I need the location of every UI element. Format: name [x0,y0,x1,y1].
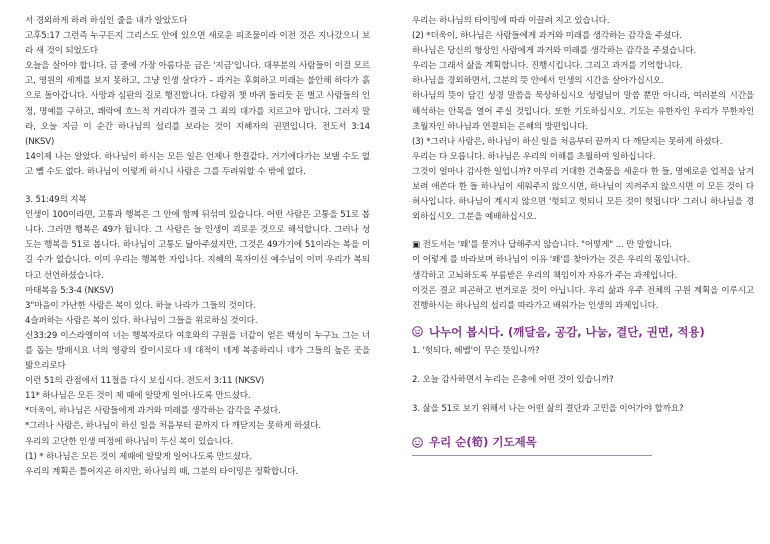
paragraph: (3) *그러나 사람은, 하나님이 하신 일을 처음부터 끝까지 다 깨닫지는 못하게 하셨다. [412,136,723,147]
share-section-heading [412,323,754,341]
left-column [25,14,370,480]
paragraph: 오늘을 살아야 합니다. 금 중에 가장 아름다운 금은 '지금'입니다. 대부분의 사람들이 이걸 모르고, 영원의 세계를 보지 못하고, 그냥 인생 살다가 – 과거는 후회하고 미래는 불안해 하다가 흙으로 돌아갑니다. 사망과 심판의 길로 행진합니다. 다람쥐 챗 바퀴 돌리듯 돈 벌고 사람들의 인정, 명예를 구하고, 쾌락에 흐느적 거리다가 결국 그 죄의 대가를 치르고야 맙니다. 그러지 말라, 오늘 지금 이 순간 하나님의 섭리를 보라는 것이 지혜자의 권면입니다. 전도서 3:14 (NKSV) [25,61,370,147]
paragraph-note: ▣ 전도서는 '왜'를 묻거나 답해주지 않습니다. "어떻게" ... 만 말합니다. [412,240,672,251]
share-heading-text: 나누어 봅시다. (깨달음, 공감, 나눔, 결단, 권면, 적용) [429,324,705,339]
section-title-51-49: 3. 51:49의 지복 [25,195,87,206]
paragraph: 우리의 계획은 틀어지곤 하지만, 하나님의 때, 그분의 타이밍은 정확합니다. [25,466,298,477]
smile-icon [412,437,423,448]
paragraph: 이 어렇게 를 바라보며 하나님이 이유 '왜'를 찾아가는 것은 우리의 몫입니다. [412,255,690,266]
paragraph: 우리는 하나님의 타이밍에 따라 이끌려 지고 있습니다. [412,16,610,26]
paragraph: 인생이 100이라면, 고통과 행복은 그 안에 함께 뒤섞여 있습니다. 어떤 사람은 고통을 51로 봅니다. 그러면 행복은 49가 됩니다. 그 사람은 늘 인생이 괴로운 것으로 해석합니다. 그러나 성도는 행복을 51로 봅니다. 하나님이 고통도 닮아주셨지만, 그것은 49가기에 51이라는 복을 이길 수가 없습니다. 이미 우리는 행복한 자입니다. 지혜의 목자이신 예수님이 이미 우리가 복되다고 선언하셨습니다. [25,210,370,281]
paragraph: (2) *더욱이, 하나님은 사람들에게 과거와 미래를 생각하는 감각을 주셨다. [412,31,682,42]
paragraph: 14이제 나는 알았다. 하나님이 하시는 모든 일은 언제나 한결같다. 거기에다가는 보탤 수도 없고 뺄 수도 없다. 하나님이 이렇게 하시니 사람은 그를 두려워할 수 밖에 없다. [25,151,370,177]
paragraph: 하나님의 뜻이 담긴 성경 말씀을 묵상하십시오 성령님이 말씀 뿐만 아니라, 여러분의 시간을 해석하는 안목을 열어 주실 것입니다. 또한 기도하십시오. 기도는 유한자인 우리가 무한자인 초월자인 하나님과 연결되는 은혜의 방편입니다. [412,91,754,132]
paragraph: 하나님을 경외하면서, 그분의 뜻 안에서 인생의 시간을 살아가십시오. [412,76,664,87]
spacer [412,314,754,321]
paragraph: 서 경외하게 하려 하심인 줄을 내가 알았도다 [25,16,188,26]
spacer [412,359,754,373]
spacer [412,417,754,431]
paragraph: 우리는 그래서 삶을 계획합니다. 진행시킵니다. 그리고 과거를 기억합니다. [412,61,683,72]
paragraph: 이것은 결코 피곤하고 번거로운 것이 아닙니다. 우리 삶과 우주 전체의 구원 계획을 이루시고 진행하시는 하나님의 섭리를 따라가고 배워가는 인생의 과제입니다. [412,285,754,311]
question-item: 2. 오늘 감사하면서 누리는 은총에 어떤 것이 있습니까? [412,374,614,385]
smile-icon [412,326,423,337]
question-item: 3. 삶을 51로 보기 위해서 나는 어떤 삶의 결단과 고민을 이어가야 할까요? [412,403,684,414]
paragraph: 이런 51의 관점에서 11절을 다시 보십시다. 전도서 3:11 (NKSV) [25,376,265,387]
paragraph: 마태복음 5:3-4 (NKSV) [25,285,114,296]
paragraph: 4슬퍼하는 사람은 복이 있다. 하나님이 그들을 위로하실 것이다. [25,315,258,326]
prayer-section-heading [412,433,754,451]
paragraph: (1) * 하나님은 모든 것이 제때에 알맞게 일어나도록 만드셨다. [25,451,252,462]
spacer [412,225,754,238]
paragraph: 그것이 얼마나 감사한 일입니까? 아무리 거대한 건축물을 세운다 한 들, 명예로운 업적을 남겨보려 애쓴다 한 들 하나님이 세워주지 않으시면, 하나님이 지켜주지 않으시면 이 모든 것이 다 허사입니다. 하나님이 계시지 않으면 '헛되고 헛되니 모든 것이 헛됩니다' 그러니 하나님을 경외하십시오. 그분을 예배하십시오. [412,166,754,223]
paragraph: 하나님은 당신의 형상인 사람에게 과거와 미래를 생각하는 감각을 주셨습니다. [412,46,697,57]
divider-line [412,455,652,456]
paragraph: 고후5:17 그런즉 누구든지 그리스도 안에 있으면 새로운 피조물이라 이전 것은 지나갔으니 보라 새 것이 되었도다 [25,31,370,57]
prayer-heading-text: 우리 순(筍) 기도제목 [429,435,537,450]
paragraph: 우리는 다 모릅니다. 하나님은 우리의 이해를 초월하여 일하십니다. [412,151,656,162]
paragraph: 3"마음이 가난한 사람은 복이 있다. 하늘 나라가 그들의 것이다. [25,300,256,311]
paragraph: *더욱이, 하나님은 사람들에게 과거와 미래를 생각하는 감각을 주셨다. [25,406,281,417]
spacer [25,180,370,193]
paragraph: *그러나 사람은, 하나님이 하신 일을 처음부터 끝까지 다 깨닫지는 못하게 하셨다. [25,421,321,432]
paragraph: 11* 하나님은 모든 것이 제 때에 알맞게 일어나도록 만드셨다. [25,391,251,402]
right-column [412,14,754,456]
paragraph: 우리의 고단한 인생 여정에 하나님이 두신 복이 있습니다. [25,436,234,447]
paragraph: 신33:29 이스라엘이여 너는 행복자로다 여호와의 구원을 너같이 얻은 백성이 누구뇨 그는 너를 돕는 방패시요 너의 영광의 칼이시로다 네 대적이 네게 복종하리니 네가 그들의 높은 곳을 밟으리로다 [25,330,370,372]
question-item: 1. '헛되다, 헤벨'이 무슨 뜻입니까? [412,345,540,356]
paragraph: 생각하고 고뇌하도록 부름받은 우리의 책임이자 자유가 주는 과제입니다. [412,270,678,281]
spacer [412,388,754,402]
